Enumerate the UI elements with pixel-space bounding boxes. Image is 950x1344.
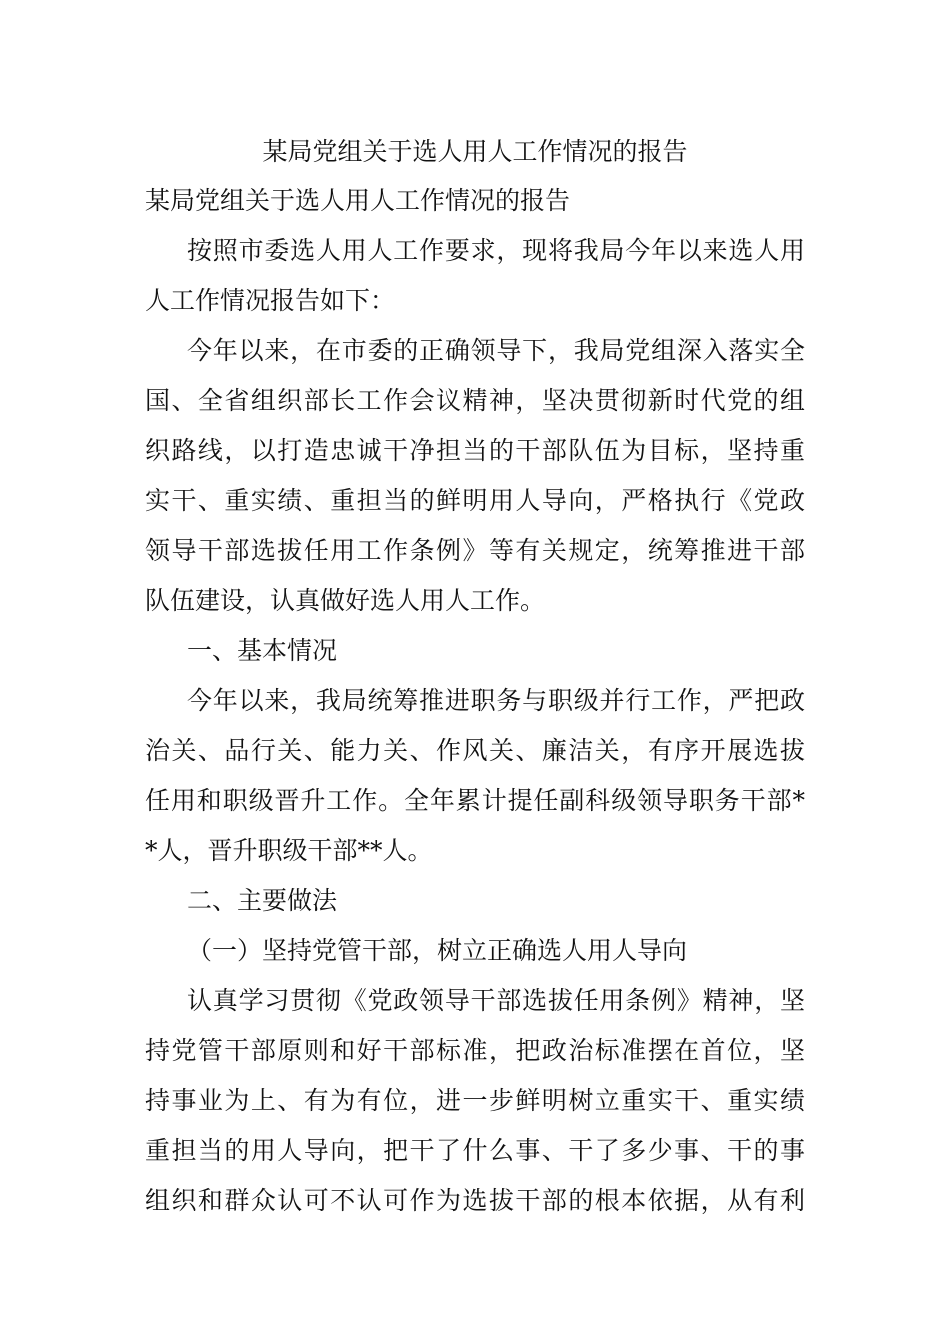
subsection-heading-1: （一）坚持党管干部，树立正确选人用人导向 (187, 936, 688, 965)
document-title: 某局党组关于选人用人工作情况的报告 (262, 137, 688, 166)
section-heading-practices: 二、主要做法 (187, 886, 338, 915)
overview-line-6: 队伍建设，认真做好选人用人工作。 (145, 586, 546, 615)
basic-line-2: 治关、品行关、能力关、作风关、廉洁关，有序开展选拔 (145, 736, 805, 765)
basic-line-1: 今年以来，我局统筹推进职务与职级并行工作，严把政 (187, 686, 805, 715)
overview-line-5: 领导干部选拔任用工作条例》等有关规定，统筹推进干部 (145, 536, 805, 565)
overview-line-4: 实干、重实绩、重担当的鲜明用人导向，严格执行《党政 (145, 486, 805, 515)
intro-line-1: 按照市委选人用人工作要求，现将我局今年以来选人用 (187, 236, 805, 265)
basic-line-4: *人，晋升职级干部**人。 (145, 836, 433, 865)
practice-line-3: 持事业为上、有为有位，进一步鲜明树立重实干、重实绩 (145, 1086, 805, 1115)
practice-line-5: 组织和群众认可不认可作为选拔干部的根本依据，从有利 (145, 1186, 805, 1215)
basic-line-3: 任用和职级晋升工作。全年累计提任副科级领导职务干部* (145, 786, 805, 815)
practice-line-2: 持党管干部原则和好干部标准，把政治标准摆在首位，坚 (145, 1036, 805, 1065)
practice-line-1: 认真学习贯彻《党政领导干部选拔任用条例》精神，坚 (187, 986, 805, 1015)
overview-line-2: 国、全省组织部长工作会议精神，坚决贯彻新时代党的组 (145, 386, 805, 415)
intro-line-2: 人工作情况报告如下： (145, 286, 396, 315)
report-heading: 某局党组关于选人用人工作情况的报告 (145, 186, 571, 215)
overview-line-3: 织路线，以打造忠诚干净担当的干部队伍为目标，坚持重 (145, 436, 805, 465)
overview-line-1: 今年以来，在市委的正确领导下，我局党组深入落实全 (187, 336, 805, 365)
practice-line-4: 重担当的用人导向，把干了什么事、干了多少事、干的事 (145, 1136, 805, 1165)
section-heading-basic: 一、基本情况 (187, 636, 338, 665)
